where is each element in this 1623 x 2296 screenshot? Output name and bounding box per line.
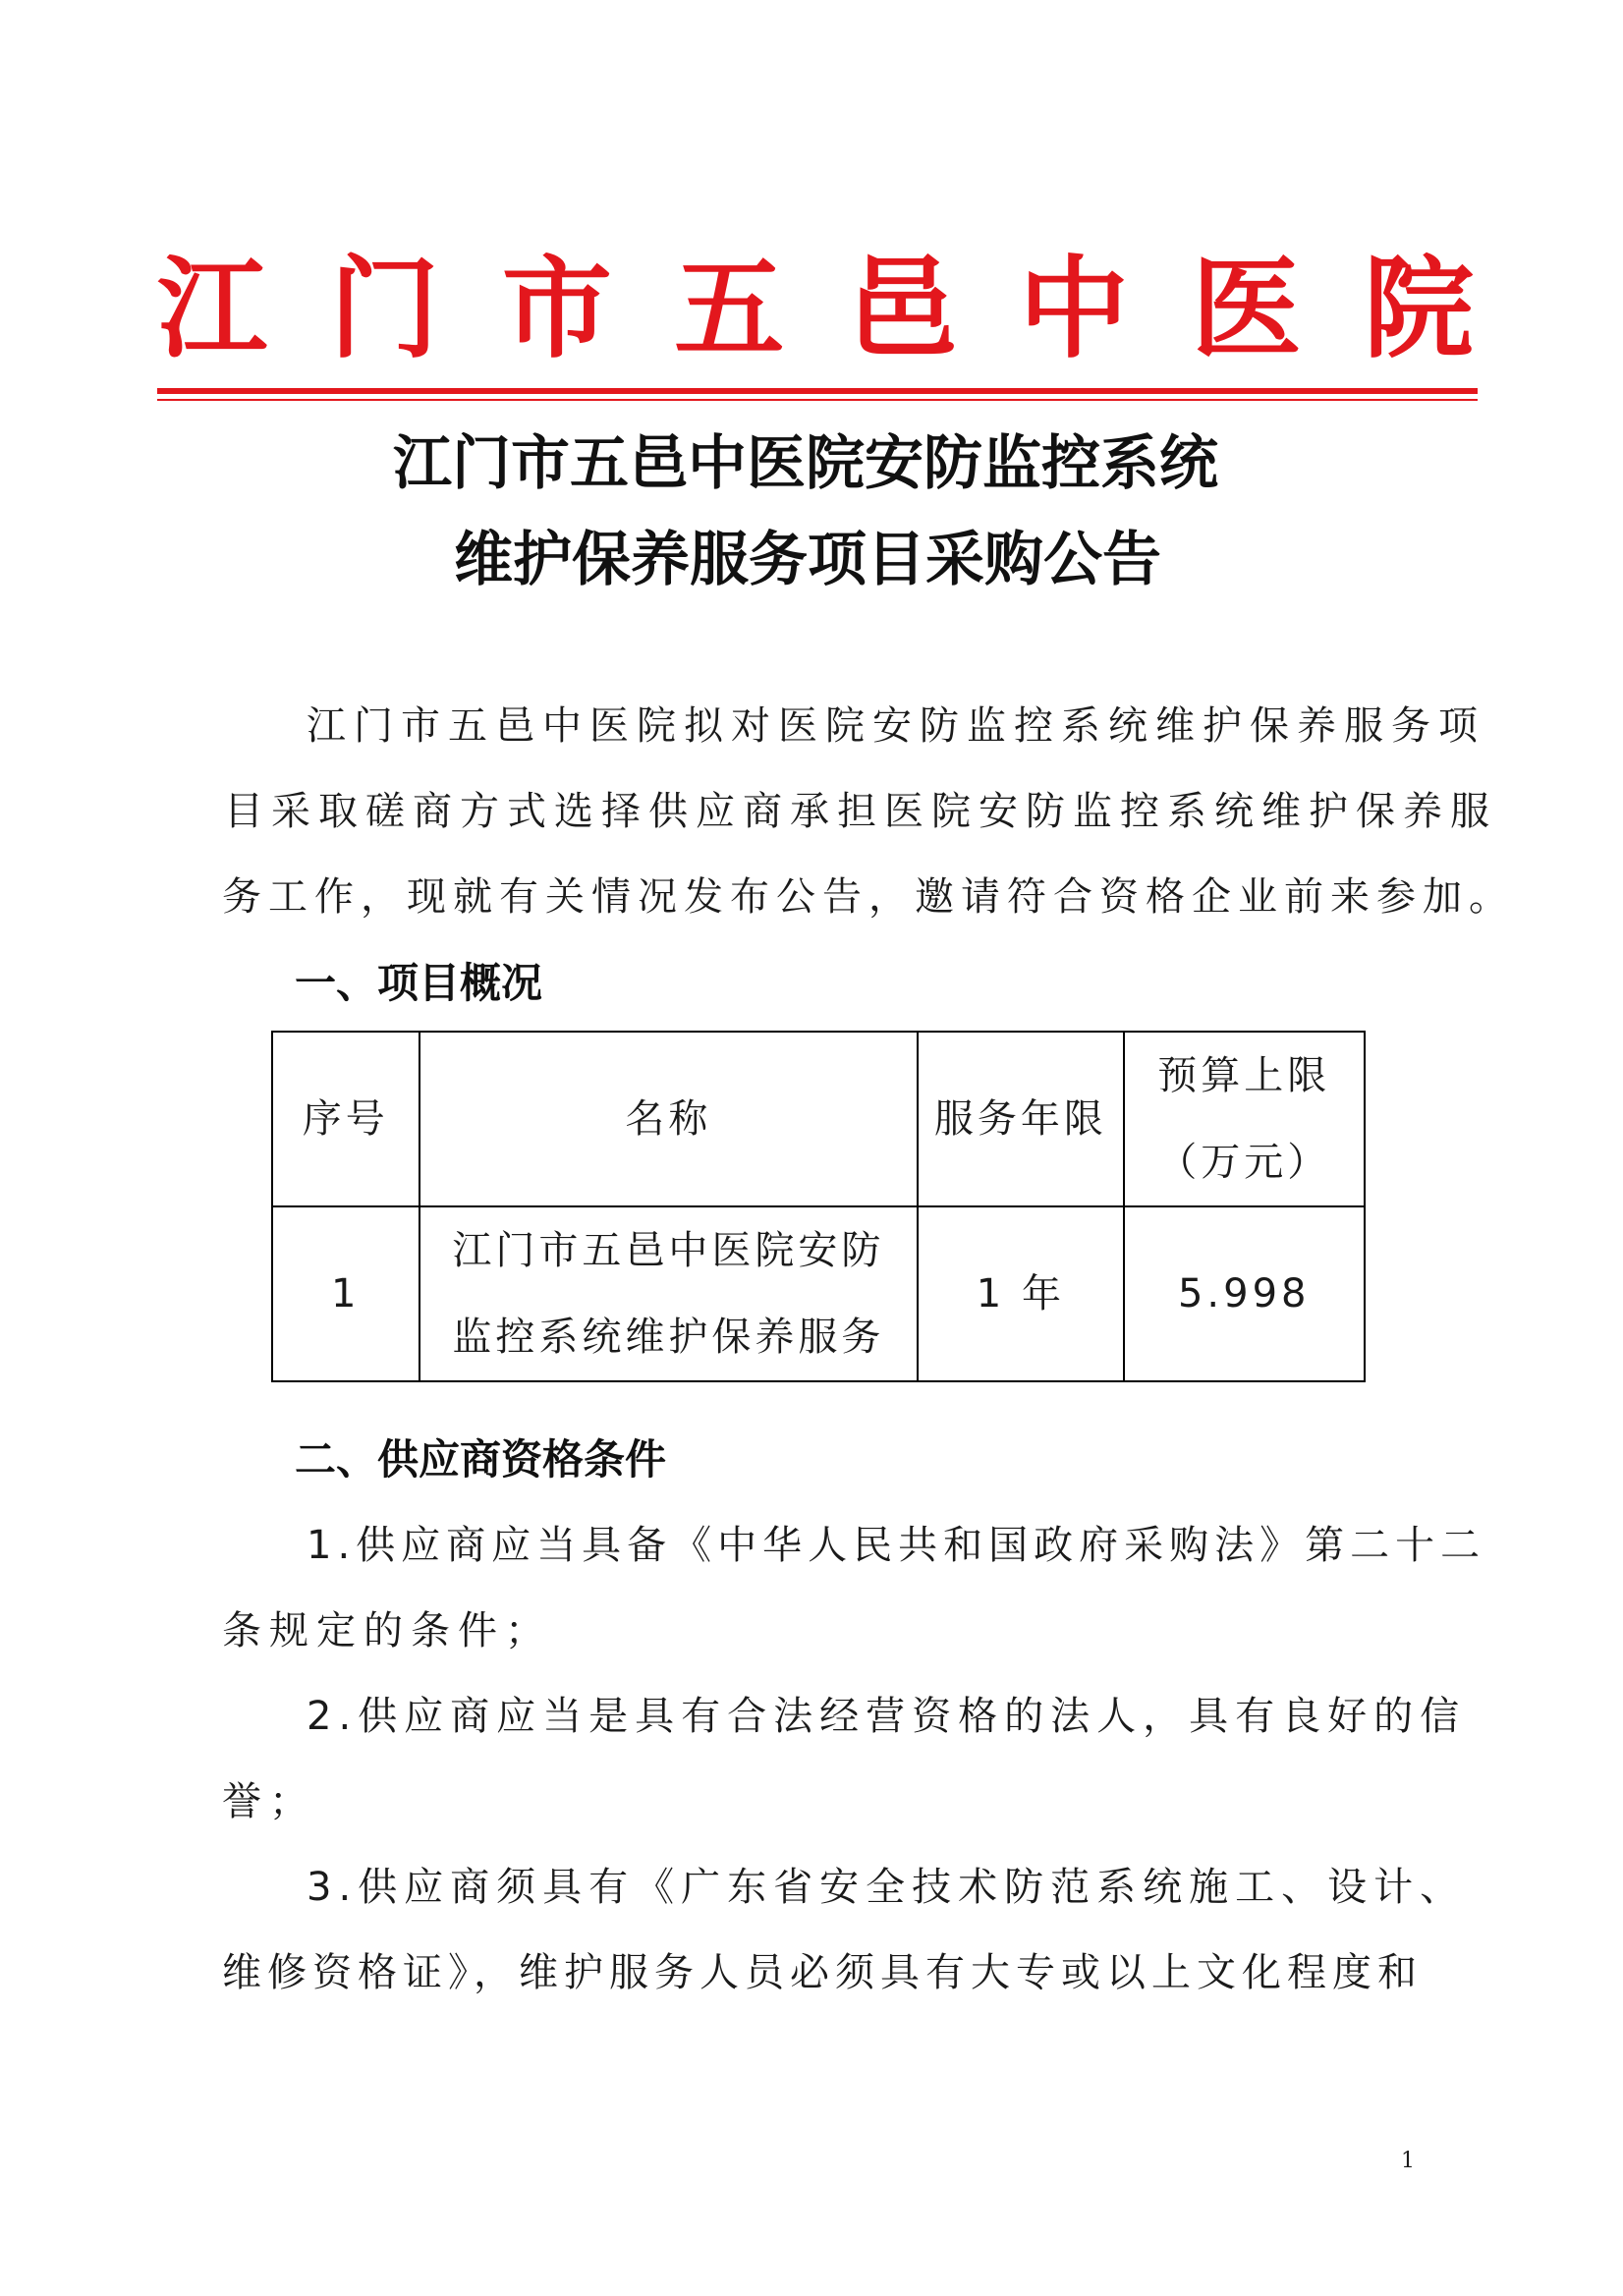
cell-name-line-2: 监控系统维护保养服务 <box>452 1315 885 1360</box>
qualification-3-line-1: 3.供应商须具有《广东省安全技术防范系统施工、设计、 <box>307 1865 1467 1910</box>
header-budget <box>1124 1032 1366 1206</box>
section-heading-qualifications: 二、供应商资格条件 <box>295 1435 667 1484</box>
masthead-char: 邑 <box>846 245 957 373</box>
header-name: 名称 <box>420 1032 919 1206</box>
cell-term: 1 年 <box>918 1206 1123 1381</box>
project-overview-table <box>271 1031 1366 1382</box>
table-row <box>272 1206 1365 1381</box>
cell-name <box>420 1206 919 1381</box>
header-budget-line-1: 预算上限 <box>1157 1053 1331 1098</box>
document-title-line-1: 江门市五邑中医院安防监控系统 <box>393 429 1218 498</box>
cell-name-line-1: 江门市五邑中医院安防 <box>452 1228 885 1273</box>
section-heading-overview: 一、项目概况 <box>295 959 543 1007</box>
header-seq: 序号 <box>272 1032 420 1206</box>
masthead-char: 院 <box>1363 245 1474 373</box>
qualification-2-line-2: 誉； <box>222 1779 316 1824</box>
qualification-3-line-2: 维修资格证》，维护服务人员必须具有大专或以上文化程度和 <box>222 1950 1423 1995</box>
masthead-char: 市 <box>501 245 612 373</box>
intro-line-1: 江门市五邑中医院拟对医院安防监控系统维护保养服务项 <box>307 703 1485 749</box>
masthead <box>157 245 1474 373</box>
qualification-1-line-2: 条规定的条件； <box>222 1608 552 1653</box>
cell-budget: 5.998 <box>1124 1206 1366 1381</box>
page-number: 1 <box>1401 2149 1415 2173</box>
masthead-rule-thick <box>157 388 1478 394</box>
intro-line-3: 务工作，现就有关情况发布公告，邀请符合资格企业前来参加。 <box>222 874 1515 920</box>
qualification-1-line-1: 1.供应商应当具备《中华人民共和国政府采购法》第二十二 <box>307 1523 1486 1568</box>
masthead-char: 江 <box>157 245 267 373</box>
intro-line-2: 目采取磋商方式选择供应商承担医院安防监控系统维护保养服 <box>224 789 1497 834</box>
cell-seq: 1 <box>272 1206 420 1381</box>
header-budget-line-2: （万元） <box>1157 1140 1331 1185</box>
masthead-char: 门 <box>329 245 440 373</box>
masthead-char: 五 <box>674 245 785 373</box>
masthead-char: 中 <box>1019 245 1130 373</box>
masthead-char: 医 <box>1191 245 1302 373</box>
qualification-2-line-1: 2.供应商应当是具有合法经营资格的法人，具有良好的信 <box>307 1694 1467 1739</box>
document-title-line-2: 维护保养服务项目采购公告 <box>454 526 1161 594</box>
masthead-rule-thin <box>157 399 1478 401</box>
header-term: 服务年限 <box>918 1032 1123 1206</box>
table-header-row <box>272 1032 1365 1206</box>
